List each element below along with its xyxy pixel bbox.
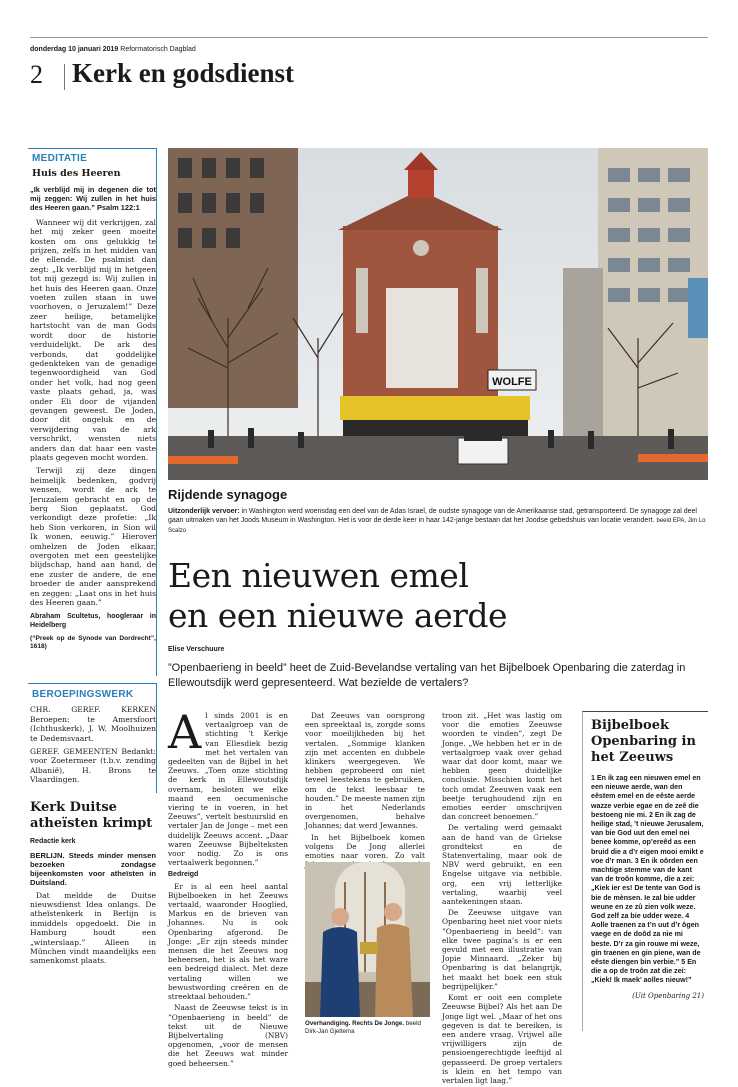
drop-cap: A xyxy=(168,705,202,759)
article-column-3 xyxy=(442,711,562,1087)
meditatie-title: Huis des Heeren xyxy=(32,168,121,180)
article-column-2 xyxy=(305,711,425,881)
small-caption-lead: Overhandiging. xyxy=(305,1020,351,1027)
article-byline: Elise Verschuure xyxy=(168,646,225,653)
article-paragraph: troon zit. „Het was lastig om voor die emoties Zeeuwse woorden te vinden”, zegt De Jonge. „We hebben het er in de vertaalgroep vaak over gehad waar dat door komt, maar we hebben geen duidelijke conclusie. Misschien komt het toch omdat Zeeuwen vaak een beetje terughoudend zijn en emoties eerder omschrijven dan concreet benoemen.” xyxy=(442,711,562,822)
article-paragraph: Naast de Zeeuwse tekst is in ”Openbaerieng in beeld” de tekst uit de Nieuwe Bijbelvertaling (NBV) opgenomen, „voor de mensen die het Zeeuws wat minder goed beheersen.” xyxy=(168,1003,288,1068)
beroepingswerk-entry: GEREF. GEMEENTEN Bedankt: voor Zoetermeer (t.b.v. zending Albanië), H. Brons te Vlaardingen. xyxy=(30,747,156,785)
meditatie-column xyxy=(30,150,156,655)
photo-caption-text: in Washington werd woensdag een deel van de Adas Israel, de oudste synagoge van de Amerikaanse stad, getransporteerd. De synagoge zal deel gaan uitmaken van het Joods Museum in Washington. Het is voor de derde keer in haar 142-jarige bestaan dat het Joodse gebedshuis van locatie verandert. xyxy=(168,508,697,524)
article-paragraph: De Zeeuwse uitgave van Openbaring heet niet voor niets ”Openbaerieng in beeld”: van elke twee pagina’s is er een gevuld met een illustratie van Jopie Minnaard. „Zeker bij Openbaring is dat belangrijk, het maakt het boek een stuk begrijpelijker.” xyxy=(442,908,562,991)
presentation-illustration xyxy=(305,862,430,1017)
beroepingswerk-column xyxy=(30,686,156,789)
section-divider xyxy=(64,64,65,90)
beroepingswerk-label: BEROEPINGSWERK xyxy=(32,689,134,700)
article-paragraph: l sinds 2001 is en vertaalgroep van de stichting ’t Kerkje van Ellesdiek bezig met het vertalen van gedeelten van de Bijbel in het Zeeuws. „Toen onze stichting de kerk in Ellewoutsdijk overnam, besloten we elke maand een oecumenische viering te in voeren, in het Zeeuws”, vertelt bestuurslid en vertaler Jan de Jonge – met een duidelijk Zeeuws accent. „Daar waren Zeeuwse Bijbelteksten voor nodig. Zo is ons vertaalwerk begonnen.” xyxy=(168,711,288,868)
meditatie-note: (“Preek op de Synode van Dordrecht”, 1618) xyxy=(30,634,156,650)
article-intro: ”Openbaerieng in beeld” heet de Zuid-Bevelandse vertaling van het Bijbelboek Openbaring die zaterdag in Ellewoutsdijk werd gepresenteerd. Wat bezielde de vertalers? xyxy=(168,662,686,689)
kerk-duitse-byline: Redactie kerk xyxy=(30,838,76,845)
meditatie-paragraph: Wanneer wij dit verkrijgen, zal het mij zeker geen moeite kosten om ons gelukkig te prijzen, zelfs in het midden van de ellende. De psalmist dan zegt: „Ik verblijd mij in hetgeen tot mij gezegd is: Wij zullen in het huis des Heeren gaan. Onze voeten zullen staan in uwe voorhoven, o Jeruzalem!” Deze zeer heilige, betamelijke hartstocht van de man Gods wordt door de historie verduidelijkt. De ark des verbonds, dat goddelijke gedenkteken van de genadige tegenwoordigheid van God onder het volk, had nog geen vaste plaats gehad, ja, was onder Eli door de vijanden gevangen geweest. De Joden, door dit ongeluk en de verwijdering van de ark verschrikt, wensten niets anders dan dat haar een vaste plaats gegeven mocht worden. xyxy=(30,217,156,462)
presentation-caption xyxy=(305,1020,430,1036)
article-paragraph: In het Bijbelboek komen volgens De Jong allerlei emoties naar voren. Zo valt xyxy=(305,832,425,861)
section-title: Kerk en godsdienst xyxy=(72,58,295,88)
article-paragraph: De vertaling werd gemaakt aan de hand van de Griekse grondtekst en de Statenvertaling, maar ook de NBV werd gebruikt, en een Engelse uitgave via netbible. org, een vrij letterlijke vertaling, waarbij veel aantekeningen staan. xyxy=(442,823,562,907)
photo-caption xyxy=(168,507,708,536)
presentation-photo xyxy=(305,862,430,1017)
page-number: 2 xyxy=(30,60,43,89)
photo-credit: beeld EPA, Jim Lo Scalzo xyxy=(168,518,706,534)
article-paragraph: Dat Zeeuws van oorsprong een spreektaal is, zorgde soms voor moeilijkheden bij het vertalen. „Sommige klanken zijn met accenten en dubbele klinkers weergegeven. We hebben geprobeerd om niet teveel leestekens te gebruiken, om de tekst leesbaar te houden.” De meeste namen zijn in het Nederlands overgenomen, behalve Johannes; dat werd Jewannes. xyxy=(305,711,425,831)
small-caption-text: Rechts De Jonge. xyxy=(352,1020,405,1027)
beroepingswerk-entry: CHR. GEREF. KERKEN Beroepen: te Amersfoort (Ichthuskerk), J. W. Moolhuizen te Dedemsvaart. xyxy=(30,705,156,743)
kerk-duitse-title: Kerk Duitse atheïsten krimpt xyxy=(30,800,153,831)
kerk-duitse-lead: BERLIJN. Steeds minder mensen bezoeken zondagse bijeenkomsten voor atheïsten in Duitsland. xyxy=(30,850,156,887)
headline-line-2: en een nieuwe aerde xyxy=(168,596,508,635)
meditatie-label: MEDITATIE xyxy=(32,153,88,164)
small-caption-credit: beeld Dirk-Jan Gjeltema xyxy=(305,1020,421,1035)
date-line xyxy=(30,46,196,53)
issue-date: donderdag 10 januari 2019 xyxy=(30,46,119,53)
header-rule xyxy=(30,37,708,38)
bible-excerpt-text: 1 En ik zag een nieuwen emel en een nieuwe aerde, wan den eêstem emel en de eêste aerde wazze verbie egae en de zeê die bestoeng nie mi. 2 En ik zag de heilige stad, ’t nieuwe Jerusalem, van bie God uut den emel nei benee komme, op’ereêd as een bruid die a d’r eigen mooi emikt e voe d’r man. 3 En ik oôrden een machtige stemme van de kant van de troôn komme, die a zei: „Kiek ier es! De tente van God is bie de mènsen. Ie zal bie udder weune en ze zû zien volk weze. God zelf za bie udder weze. 4 Aolle traenen za t’n uut d’r ôgen vaege en de doôd za nie mi beste. D’r za gin rouwe mi weze, gin traenen en gin piene, wan de eêste diengen bin verbie.” 5 En die a op de troôn zat die zei: „Kiek! Ik maek’ aolles nieuw!” xyxy=(591,774,704,985)
bible-excerpt-box xyxy=(582,711,708,1031)
meditatie-quote: „Ik verblijd mij in degenen die tot mij zeggen: Wij zullen in het huis des Heeren gaan.” Psalm 122:1 xyxy=(30,184,156,212)
meditatie-author: Abraham Scultetus, hoogleraar in Heidelberg xyxy=(30,613,156,630)
headline-line-1: Een nieuwen emel xyxy=(168,556,469,595)
article-column-1 xyxy=(168,705,288,1070)
meditatie-paragraph: Terwijl zij deze dingen heimelijk bedenken, godvrij wensen, wordt de ark te Jeruzalem gebracht en op de berg Sion geplaatst. God verkondigt deze profetie: „Ik heb Sion verkoren, in Sion wil Ik wonen, eeuwig.” Hierover omhelzen de Joden elkaar, overgoten met een geestelijke blijdschap, hand aan hand, de ene zuster de andere, de ene broeder de ander aansprekend en zeggen: „Laat ons in het huis des Heeren gaan.” xyxy=(30,466,156,608)
article-paragraph: Komt er ooit een complete Zeeuwse Bijbel? Als het aan De Jonge ligt wel. „Maar of het ons gegeven is dat te bereiken, is een andere vraag. Vrijwel alle vrijwilligers zijn de pensioengerechtigde leeftijd al gepasseerd. De groep vertalers is klein en het tempo van vertalen ligt laag.” xyxy=(442,993,562,1085)
synagogue-photo xyxy=(168,148,708,480)
article-headline xyxy=(168,556,708,636)
synagogue-illustration xyxy=(168,148,708,480)
kerk-duitse-article xyxy=(30,800,156,970)
bible-excerpt-title: Bijbelboek Openbaring in het Zeeuws xyxy=(591,718,696,765)
article-subheading: Bedreigd xyxy=(168,871,199,879)
photo-caption-title: Rijdende synagoge xyxy=(168,487,288,502)
paper-name: Reformatorisch Dagblad xyxy=(120,46,196,53)
bible-excerpt-source: (Uit Openbaring 21) xyxy=(632,991,704,1000)
photo-caption-lead: Uitzonderlijk vervoer: xyxy=(168,508,240,515)
kerk-duitse-text: Dat meldde de Duitse nieuwsdienst Idea onlangs. De atheïstenkerk in Berlijn is inmiddels opgedoekt. Die in Hamburg houdt een „winterslaap.” Alleen in München vindt maandelijks een samenkomst plaats. xyxy=(30,890,156,966)
article-paragraph: Er is al een heel aantal Bijbelboeken in het Zeeuws vertaald, waaronder Hooglied, Markus en de brieven van Johannes. Nu is ook Openbaring afgerond. De Jonge: „Er zijn steeds minder mensen die het Zeeuws nog beheersen, het is als het ware een bedreigd dialect. Met deze vertaling willen we bewustwording creëren en de streektaal behouden.” xyxy=(168,881,288,1002)
truck-sign: WOLFE xyxy=(492,376,532,388)
